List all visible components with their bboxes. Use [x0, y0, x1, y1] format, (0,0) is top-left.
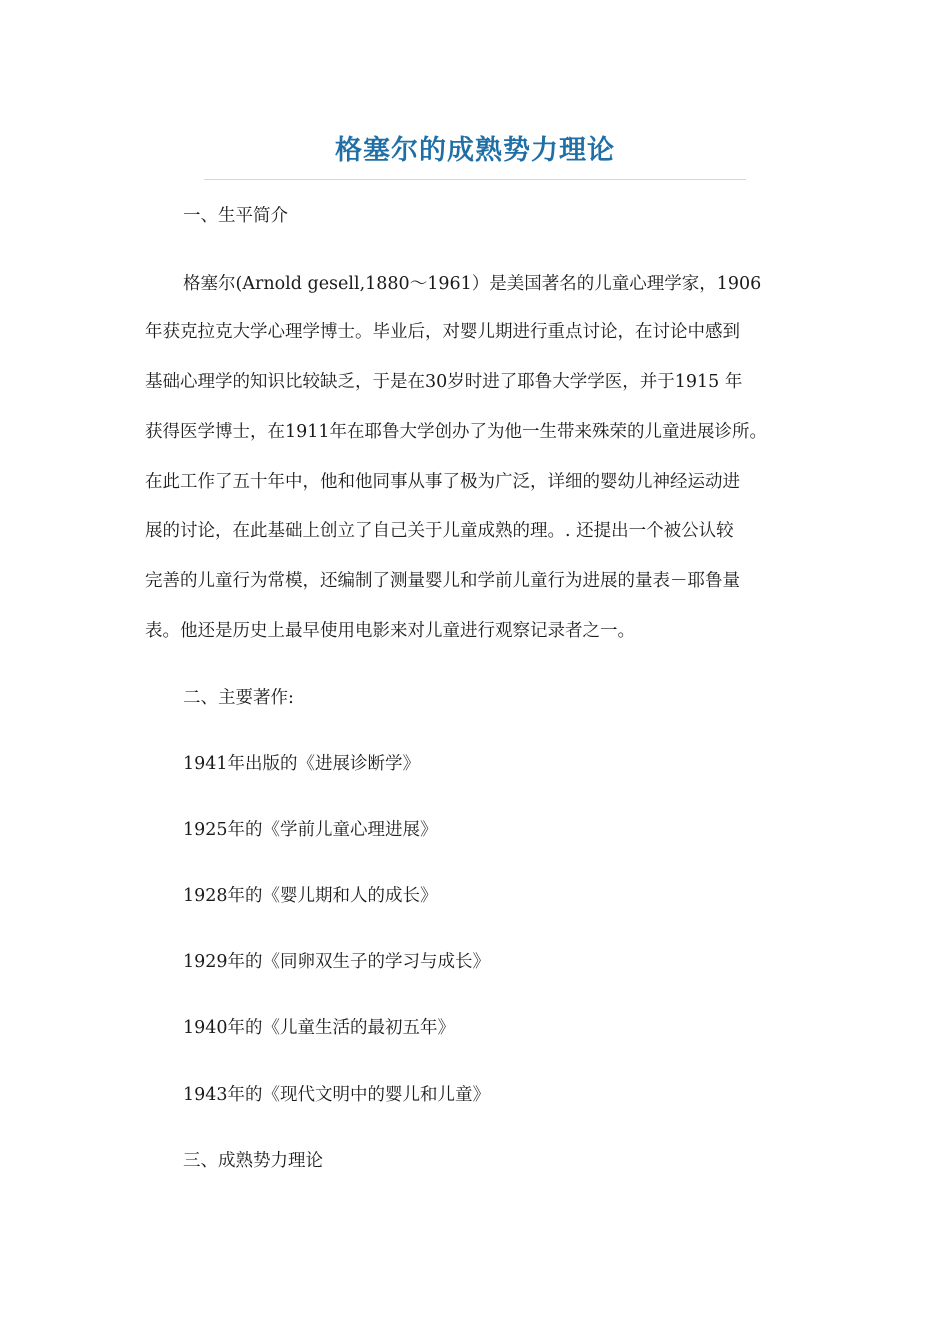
works-list-item: 1943年的《现代文明中的婴儿和儿童》	[183, 1085, 491, 1105]
works-list-item: 1925年的《学前儿童心理进展》	[183, 820, 438, 840]
title-divider	[204, 179, 746, 180]
works-list-item: 1929年的《同卵双生子的学习与成长》	[183, 952, 491, 972]
paragraph-line: 表。他还是历史上最早使用电影来对儿童进行观察记录者之一。	[145, 621, 635, 641]
paragraph-line: 基础心理学的知识比较缺乏，于是在30岁时进了耶鲁大学学医，并于1915 年	[145, 372, 743, 392]
works-list-item: 1941年出版的《进展诊断学》	[183, 754, 421, 774]
document-title: 格塞尔的成熟势力理论	[335, 135, 615, 166]
paragraph-line: 完善的儿童行为常模，还编制了测量婴儿和学前儿童行为进展的量表－耶鲁量	[145, 571, 740, 591]
section-heading-biography: 一、生平简介	[183, 206, 288, 226]
paragraph-line: 获得医学博士，在1911年在耶鲁大学创办了为他一生带来殊荣的儿童进展诊所。	[145, 422, 768, 442]
works-list-item: 1940年的《儿童生活的最初五年》	[183, 1018, 456, 1038]
paragraph-line: 在此工作了五十年中，他和他同事从事了极为广泛，详细的婴幼儿神经运动进	[145, 472, 740, 492]
paragraph-line: 年获克拉克大学心理学博士。毕业后，对婴儿期进行重点讨论，在讨论中感到	[145, 322, 740, 342]
paragraph-line: 格塞尔(Arnold gesell,1880～1961）是美国著名的儿童心理学家，1906	[183, 274, 762, 294]
paragraph-line: 展的讨论，在此基础上创立了自己关于儿童成熟的理。. 还提出一个被公认较	[145, 521, 734, 541]
section-heading-works: 二、主要著作:	[183, 688, 294, 708]
section-heading-theory: 三、成熟势力理论	[183, 1151, 323, 1171]
works-list-item: 1928年的《婴儿期和人的成长》	[183, 886, 438, 906]
